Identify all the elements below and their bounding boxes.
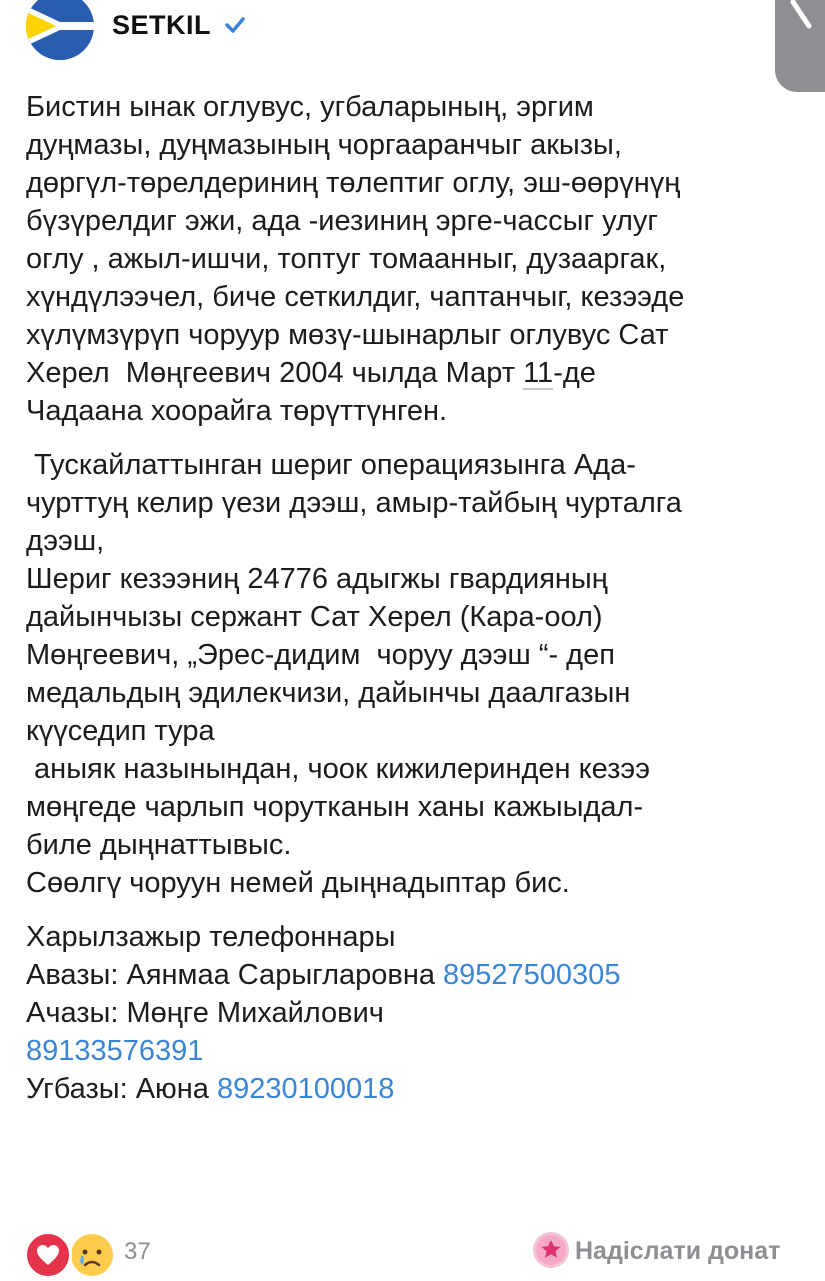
verified-check-icon	[222, 12, 248, 38]
text-line: оглу , ажыл-ишчи, топтуг томаанныг, дузааргак,	[26, 243, 667, 275]
date-day: 11	[523, 357, 554, 389]
contact-label: Угбазы: Аюна	[26, 1073, 217, 1105]
donate-label: Надіслати донат	[575, 1237, 781, 1265]
text-line: хүндүлээчел, биче сеткилдиг, чаптанчыг, кезээде	[26, 281, 685, 313]
text-fragment: -де	[553, 357, 596, 389]
paragraph-biography	[26, 88, 806, 430]
text-line: дээш,	[26, 525, 105, 557]
text-line: мөңгеде чарлып чорутканын ханы кажыыдал-	[26, 791, 644, 823]
crying-face-icon[interactable]	[68, 1231, 116, 1279]
text-line: Шериг кезээниң 24776 адыгжы гвардияның	[26, 563, 608, 595]
post-header	[0, 0, 825, 70]
text-line: Бистин ынак оглувус, угбаларының, эргим	[26, 91, 594, 123]
contact-father-phone	[26, 1032, 806, 1070]
text-line: биле дыңнаттывыс.	[26, 829, 292, 861]
phone-link[interactable]: 89527500305	[443, 959, 621, 991]
text-line: Сөөлгү чоруун немей дыңнадыптар бис.	[26, 867, 570, 899]
text-line: Чадаана хоорайга төрүттүнген.	[26, 395, 448, 427]
contact-label: Ачазы: Мөңге Михайлович	[26, 997, 384, 1029]
contacts-title: Харылзажыр телефоннары	[26, 921, 396, 953]
contact-mother	[26, 956, 806, 994]
text-line: Тускайлаттынган шериг операциязынга Ада-	[26, 449, 636, 481]
post-footer	[0, 1222, 825, 1280]
contact-label: Авазы: Аянмаа Сарыгларовна	[26, 959, 444, 991]
phone-link[interactable]: 89133576391	[26, 1035, 204, 1067]
contact-sister	[26, 1070, 806, 1108]
share-arrow-icon	[785, 0, 825, 40]
text-line: дөргүл-төрелдериниң төлептиг оглу, эш-өөрүнүң	[26, 167, 681, 199]
text-line: күүседип тура	[26, 715, 215, 747]
text-line: медальдың эдилекчизи, дайынчы даалгазын	[26, 677, 631, 709]
text-line: Мөңгеевич, „Эрес-дидим чоруу дээш “- деп	[26, 639, 615, 671]
heart-icon[interactable]	[24, 1231, 72, 1279]
contact-father	[26, 994, 806, 1032]
text-line: дуңмазы, дуңмазының чоргааранчыг акызы,	[26, 129, 622, 161]
share-button[interactable]	[775, 0, 825, 92]
text-line: чурттуң келир үези дээш, амыр-тайбың чурталга	[26, 487, 682, 519]
text-line: бүзүрелдиг эжи, ада -иезиниң эрге-чассыг улуг	[26, 205, 658, 237]
post-text	[26, 88, 806, 1108]
text-fragment: Херел Мөңгеевич 2004 чылда Март	[26, 357, 524, 389]
text-line: дайынчызы сержант Сат Херел (Кара-оол)	[26, 601, 603, 633]
reaction-count: 37	[124, 1238, 151, 1265]
channel-name[interactable]: SETKIL	[112, 10, 212, 40]
paragraph-announcement	[26, 446, 806, 902]
phone-link[interactable]: 89230100018	[217, 1073, 395, 1105]
text-line-birthdate	[26, 354, 806, 392]
paragraph-contacts	[26, 918, 806, 1108]
text-line: хүлүмзүрүп чоруур мөзү-шынарлыг оглувус Сат	[26, 319, 669, 351]
star-coin-icon	[533, 1232, 569, 1268]
text-line: аныяк назынындан, чоок кижилеринден кезээ	[26, 753, 651, 785]
tuva-flag-icon[interactable]	[26, 0, 94, 60]
